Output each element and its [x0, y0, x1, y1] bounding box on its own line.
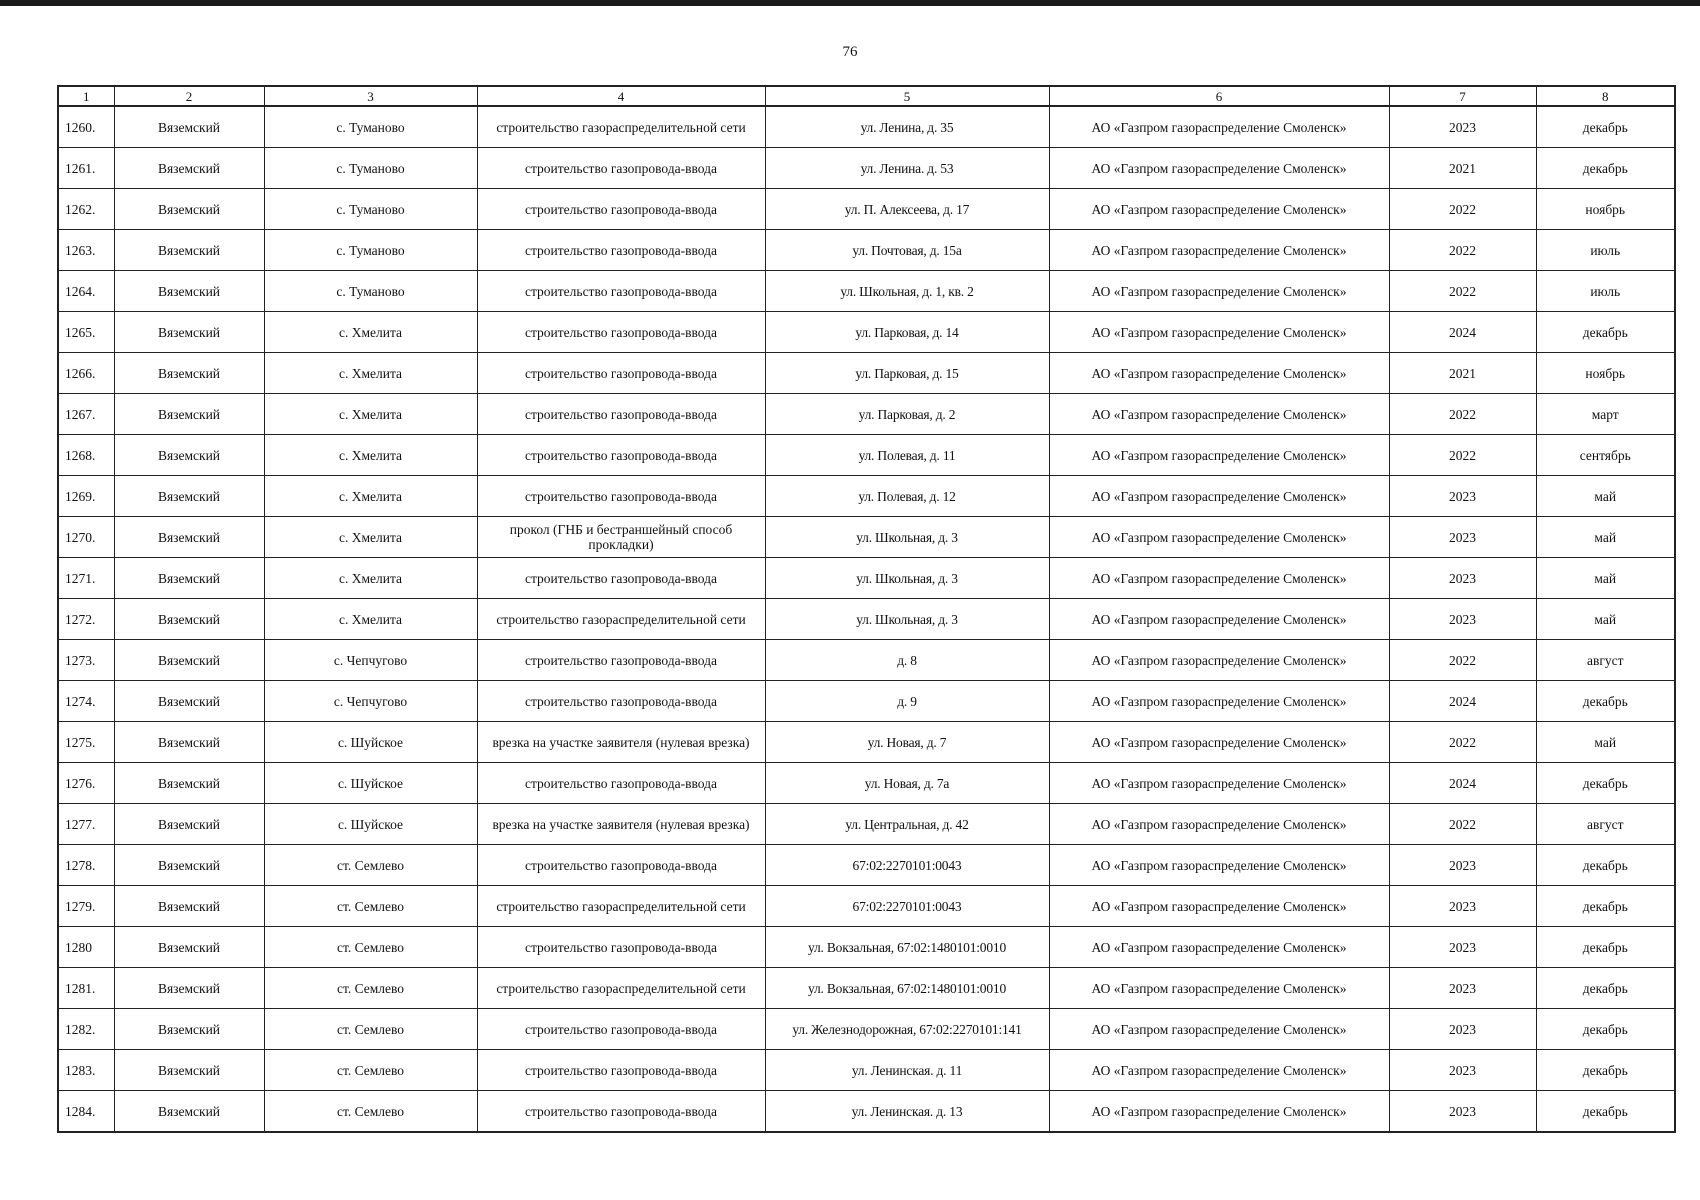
- address-cell: ул. Новая, д. 7: [765, 722, 1049, 763]
- month-cell: май: [1536, 476, 1675, 517]
- work-type-cell: прокол (ГНБ и бестраншейный способ прокладки): [477, 517, 765, 558]
- year-cell: 2024: [1389, 681, 1536, 722]
- organization-cell: АО «Газпром газораспределение Смоленск»: [1049, 599, 1389, 640]
- table-row: [58, 968, 1675, 1009]
- address-cell: ул. Вокзальная, 67:02:1480101:0010: [765, 968, 1049, 1009]
- settlement-cell: с. Хмелита: [264, 435, 477, 476]
- work-type-cell: строительство газопровода-ввода: [477, 148, 765, 189]
- address-cell: д. 8: [765, 640, 1049, 681]
- district-cell: Вяземский: [114, 353, 264, 394]
- district-cell: Вяземский: [114, 148, 264, 189]
- year-cell: 2024: [1389, 312, 1536, 353]
- row-number: 1273.: [58, 640, 114, 681]
- year-cell: 2023: [1389, 1091, 1536, 1133]
- organization-cell: АО «Газпром газораспределение Смоленск»: [1049, 106, 1389, 148]
- settlement-cell: с. Хмелита: [264, 476, 477, 517]
- table-row: [58, 558, 1675, 599]
- table-row: [58, 763, 1675, 804]
- settlement-cell: ст. Семлево: [264, 1091, 477, 1133]
- settlement-cell: с. Шуйское: [264, 804, 477, 845]
- work-type-cell: строительство газопровода-ввода: [477, 640, 765, 681]
- row-number: 1274.: [58, 681, 114, 722]
- district-cell: Вяземский: [114, 845, 264, 886]
- organization-cell: АО «Газпром газораспределение Смоленск»: [1049, 476, 1389, 517]
- table-row: [58, 886, 1675, 927]
- district-cell: Вяземский: [114, 1009, 264, 1050]
- work-type-cell: строительство газопровода-ввода: [477, 1050, 765, 1091]
- organization-cell: АО «Газпром газораспределение Смоленск»: [1049, 804, 1389, 845]
- table-body: [58, 106, 1675, 1132]
- month-cell: декабрь: [1536, 886, 1675, 927]
- row-number: 1280: [58, 927, 114, 968]
- district-cell: Вяземский: [114, 927, 264, 968]
- month-cell: август: [1536, 804, 1675, 845]
- row-number: 1281.: [58, 968, 114, 1009]
- organization-cell: АО «Газпром газораспределение Смоленск»: [1049, 558, 1389, 599]
- organization-cell: АО «Газпром газораспределение Смоленск»: [1049, 1050, 1389, 1091]
- organization-cell: АО «Газпром газораспределение Смоленск»: [1049, 968, 1389, 1009]
- settlement-cell: с. Шуйское: [264, 763, 477, 804]
- row-number: 1260.: [58, 106, 114, 148]
- month-cell: май: [1536, 722, 1675, 763]
- row-number: 1276.: [58, 763, 114, 804]
- address-cell: ул. Школьная, д. 1, кв. 2: [765, 271, 1049, 312]
- work-type-cell: строительство газопровода-ввода: [477, 189, 765, 230]
- address-cell: ул. Полевая, д. 12: [765, 476, 1049, 517]
- address-cell: 67:02:2270101:0043: [765, 845, 1049, 886]
- column-number: 1: [58, 86, 114, 106]
- row-number: 1264.: [58, 271, 114, 312]
- row-number: 1283.: [58, 1050, 114, 1091]
- district-cell: Вяземский: [114, 681, 264, 722]
- settlement-cell: с. Туманово: [264, 106, 477, 148]
- address-cell: ул. Ленинская. д. 11: [765, 1050, 1049, 1091]
- organization-cell: АО «Газпром газораспределение Смоленск»: [1049, 722, 1389, 763]
- month-cell: май: [1536, 558, 1675, 599]
- row-number: 1279.: [58, 886, 114, 927]
- column-number: 7: [1389, 86, 1536, 106]
- address-cell: ул. Школьная, д. 3: [765, 558, 1049, 599]
- address-cell: ул. Железнодорожная, 67:02:2270101:141: [765, 1009, 1049, 1050]
- gasification-register-table: [57, 85, 1676, 1133]
- organization-cell: АО «Газпром газораспределение Смоленск»: [1049, 845, 1389, 886]
- column-number: 6: [1049, 86, 1389, 106]
- table-row: [58, 517, 1675, 558]
- address-cell: ул. Вокзальная, 67:02:1480101:0010: [765, 927, 1049, 968]
- year-cell: 2024: [1389, 763, 1536, 804]
- organization-cell: АО «Газпром газораспределение Смоленск»: [1049, 189, 1389, 230]
- month-cell: декабрь: [1536, 148, 1675, 189]
- month-cell: июль: [1536, 230, 1675, 271]
- table-row: [58, 599, 1675, 640]
- row-number: 1266.: [58, 353, 114, 394]
- year-cell: 2023: [1389, 599, 1536, 640]
- district-cell: Вяземский: [114, 271, 264, 312]
- settlement-cell: ст. Семлево: [264, 1050, 477, 1091]
- work-type-cell: строительство газораспределительной сети: [477, 968, 765, 1009]
- month-cell: декабрь: [1536, 1091, 1675, 1133]
- organization-cell: АО «Газпром газораспределение Смоленск»: [1049, 435, 1389, 476]
- settlement-cell: ст. Семлево: [264, 886, 477, 927]
- organization-cell: АО «Газпром газораспределение Смоленск»: [1049, 230, 1389, 271]
- year-cell: 2022: [1389, 230, 1536, 271]
- district-cell: Вяземский: [114, 558, 264, 599]
- year-cell: 2021: [1389, 353, 1536, 394]
- work-type-cell: строительство газопровода-ввода: [477, 1091, 765, 1133]
- month-cell: декабрь: [1536, 845, 1675, 886]
- district-cell: Вяземский: [114, 476, 264, 517]
- district-cell: Вяземский: [114, 886, 264, 927]
- district-cell: Вяземский: [114, 106, 264, 148]
- month-cell: ноябрь: [1536, 189, 1675, 230]
- district-cell: Вяземский: [114, 312, 264, 353]
- work-type-cell: строительство газопровода-ввода: [477, 1009, 765, 1050]
- row-number: 1265.: [58, 312, 114, 353]
- work-type-cell: строительство газопровода-ввода: [477, 927, 765, 968]
- row-number: 1270.: [58, 517, 114, 558]
- month-cell: декабрь: [1536, 1050, 1675, 1091]
- address-cell: ул. Парковая, д. 2: [765, 394, 1049, 435]
- row-number: 1261.: [58, 148, 114, 189]
- district-cell: Вяземский: [114, 517, 264, 558]
- month-cell: сентябрь: [1536, 435, 1675, 476]
- row-number: 1272.: [58, 599, 114, 640]
- year-cell: 2022: [1389, 435, 1536, 476]
- district-cell: Вяземский: [114, 1050, 264, 1091]
- row-number: 1263.: [58, 230, 114, 271]
- year-cell: 2022: [1389, 804, 1536, 845]
- table-row: [58, 148, 1675, 189]
- month-cell: декабрь: [1536, 106, 1675, 148]
- settlement-cell: с. Хмелита: [264, 312, 477, 353]
- settlement-cell: с. Хмелита: [264, 517, 477, 558]
- settlement-cell: с. Хмелита: [264, 353, 477, 394]
- row-number: 1271.: [58, 558, 114, 599]
- month-cell: ноябрь: [1536, 353, 1675, 394]
- year-cell: 2023: [1389, 1009, 1536, 1050]
- table-row: [58, 681, 1675, 722]
- work-type-cell: строительство газопровода-ввода: [477, 763, 765, 804]
- organization-cell: АО «Газпром газораспределение Смоленск»: [1049, 312, 1389, 353]
- organization-cell: АО «Газпром газораспределение Смоленск»: [1049, 148, 1389, 189]
- year-cell: 2023: [1389, 476, 1536, 517]
- organization-cell: АО «Газпром газораспределение Смоленск»: [1049, 1009, 1389, 1050]
- settlement-cell: с. Туманово: [264, 189, 477, 230]
- column-numbers-row: [58, 86, 1675, 106]
- address-cell: ул. Парковая, д. 14: [765, 312, 1049, 353]
- work-type-cell: врезка на участке заявителя (нулевая врезка): [477, 722, 765, 763]
- table-row: [58, 1050, 1675, 1091]
- work-type-cell: строительство газопровода-ввода: [477, 230, 765, 271]
- column-number: 5: [765, 86, 1049, 106]
- row-number: 1275.: [58, 722, 114, 763]
- table-row: [58, 312, 1675, 353]
- address-cell: ул. Ленинская. д. 13: [765, 1091, 1049, 1133]
- work-type-cell: строительство газопровода-ввода: [477, 845, 765, 886]
- work-type-cell: строительство газопровода-ввода: [477, 558, 765, 599]
- address-cell: ул. Ленина, д. 35: [765, 106, 1049, 148]
- year-cell: 2021: [1389, 148, 1536, 189]
- year-cell: 2022: [1389, 640, 1536, 681]
- month-cell: март: [1536, 394, 1675, 435]
- address-cell: 67:02:2270101:0043: [765, 886, 1049, 927]
- settlement-cell: ст. Семлево: [264, 927, 477, 968]
- work-type-cell: строительство газопровода-ввода: [477, 271, 765, 312]
- district-cell: Вяземский: [114, 230, 264, 271]
- table-header: [58, 86, 1675, 106]
- organization-cell: АО «Газпром газораспределение Смоленск»: [1049, 640, 1389, 681]
- year-cell: 2023: [1389, 106, 1536, 148]
- table-row: [58, 271, 1675, 312]
- row-number: 1269.: [58, 476, 114, 517]
- address-cell: д. 9: [765, 681, 1049, 722]
- work-type-cell: строительство газораспределительной сети: [477, 599, 765, 640]
- month-cell: декабрь: [1536, 681, 1675, 722]
- table-row: [58, 394, 1675, 435]
- work-type-cell: строительство газопровода-ввода: [477, 353, 765, 394]
- column-number: 8: [1536, 86, 1675, 106]
- table-row: [58, 1009, 1675, 1050]
- month-cell: декабрь: [1536, 763, 1675, 804]
- month-cell: май: [1536, 517, 1675, 558]
- year-cell: 2023: [1389, 886, 1536, 927]
- month-cell: декабрь: [1536, 927, 1675, 968]
- work-type-cell: строительство газораспределительной сети: [477, 106, 765, 148]
- row-number: 1277.: [58, 804, 114, 845]
- column-number: 3: [264, 86, 477, 106]
- district-cell: Вяземский: [114, 722, 264, 763]
- address-cell: ул. Школьная, д. 3: [765, 599, 1049, 640]
- row-number: 1278.: [58, 845, 114, 886]
- row-number: 1267.: [58, 394, 114, 435]
- work-type-cell: строительство газопровода-ввода: [477, 394, 765, 435]
- work-type-cell: строительство газораспределительной сети: [477, 886, 765, 927]
- row-number: 1284.: [58, 1091, 114, 1133]
- settlement-cell: с. Туманово: [264, 148, 477, 189]
- district-cell: Вяземский: [114, 435, 264, 476]
- year-cell: 2022: [1389, 394, 1536, 435]
- settlement-cell: ст. Семлево: [264, 968, 477, 1009]
- table-row: [58, 189, 1675, 230]
- district-cell: Вяземский: [114, 599, 264, 640]
- organization-cell: АО «Газпром газораспределение Смоленск»: [1049, 681, 1389, 722]
- table-row: [58, 640, 1675, 681]
- district-cell: Вяземский: [114, 394, 264, 435]
- organization-cell: АО «Газпром газораспределение Смоленск»: [1049, 271, 1389, 312]
- table-row: [58, 804, 1675, 845]
- table-row: [58, 230, 1675, 271]
- settlement-cell: с. Хмелита: [264, 599, 477, 640]
- address-cell: ул. Почтовая, д. 15а: [765, 230, 1049, 271]
- settlement-cell: с. Хмелита: [264, 394, 477, 435]
- work-type-cell: строительство газопровода-ввода: [477, 312, 765, 353]
- month-cell: май: [1536, 599, 1675, 640]
- column-number: 2: [114, 86, 264, 106]
- table-row: [58, 435, 1675, 476]
- address-cell: ул. Новая, д. 7а: [765, 763, 1049, 804]
- address-cell: ул. Ленина. д. 53: [765, 148, 1049, 189]
- row-number: 1262.: [58, 189, 114, 230]
- address-cell: ул. П. Алексеева, д. 17: [765, 189, 1049, 230]
- organization-cell: АО «Газпром газораспределение Смоленск»: [1049, 763, 1389, 804]
- settlement-cell: с. Туманово: [264, 230, 477, 271]
- district-cell: Вяземский: [114, 189, 264, 230]
- column-number: 4: [477, 86, 765, 106]
- month-cell: август: [1536, 640, 1675, 681]
- address-cell: ул. Школьная, д. 3: [765, 517, 1049, 558]
- settlement-cell: с. Хмелита: [264, 558, 477, 599]
- row-number: 1268.: [58, 435, 114, 476]
- settlement-cell: ст. Семлево: [264, 1009, 477, 1050]
- year-cell: 2023: [1389, 558, 1536, 599]
- year-cell: 2022: [1389, 722, 1536, 763]
- table-row: [58, 476, 1675, 517]
- work-type-cell: строительство газопровода-ввода: [477, 476, 765, 517]
- table-row: [58, 1091, 1675, 1133]
- month-cell: декабрь: [1536, 1009, 1675, 1050]
- year-cell: 2023: [1389, 968, 1536, 1009]
- work-type-cell: врезка на участке заявителя (нулевая врезка): [477, 804, 765, 845]
- table-row: [58, 845, 1675, 886]
- table-row: [58, 353, 1675, 394]
- district-cell: Вяземский: [114, 1091, 264, 1133]
- table-row: [58, 722, 1675, 763]
- district-cell: Вяземский: [114, 804, 264, 845]
- year-cell: 2023: [1389, 927, 1536, 968]
- scan-top-edge-right: [1230, 0, 1700, 3]
- address-cell: ул. Центральная, д. 42: [765, 804, 1049, 845]
- table-row: [58, 927, 1675, 968]
- address-cell: ул. Парковая, д. 15: [765, 353, 1049, 394]
- settlement-cell: с. Туманово: [264, 271, 477, 312]
- district-cell: Вяземский: [114, 640, 264, 681]
- year-cell: 2023: [1389, 845, 1536, 886]
- settlement-cell: ст. Семлево: [264, 845, 477, 886]
- row-number: 1282.: [58, 1009, 114, 1050]
- organization-cell: АО «Газпром газораспределение Смоленск»: [1049, 886, 1389, 927]
- table-row: [58, 106, 1675, 148]
- district-cell: Вяземский: [114, 968, 264, 1009]
- settlement-cell: с. Чепчугово: [264, 681, 477, 722]
- organization-cell: АО «Газпром газораспределение Смоленск»: [1049, 394, 1389, 435]
- year-cell: 2023: [1389, 517, 1536, 558]
- year-cell: 2023: [1389, 1050, 1536, 1091]
- organization-cell: АО «Газпром газораспределение Смоленск»: [1049, 353, 1389, 394]
- work-type-cell: строительство газопровода-ввода: [477, 681, 765, 722]
- settlement-cell: с. Шуйское: [264, 722, 477, 763]
- organization-cell: АО «Газпром газораспределение Смоленск»: [1049, 517, 1389, 558]
- work-type-cell: строительство газопровода-ввода: [477, 435, 765, 476]
- month-cell: декабрь: [1536, 312, 1675, 353]
- address-cell: ул. Полевая, д. 11: [765, 435, 1049, 476]
- settlement-cell: с. Чепчугово: [264, 640, 477, 681]
- year-cell: 2022: [1389, 271, 1536, 312]
- month-cell: июль: [1536, 271, 1675, 312]
- organization-cell: АО «Газпром газораспределение Смоленск»: [1049, 927, 1389, 968]
- page-number: 76: [842, 44, 858, 60]
- district-cell: Вяземский: [114, 763, 264, 804]
- year-cell: 2022: [1389, 189, 1536, 230]
- month-cell: декабрь: [1536, 968, 1675, 1009]
- organization-cell: АО «Газпром газораспределение Смоленск»: [1049, 1091, 1389, 1133]
